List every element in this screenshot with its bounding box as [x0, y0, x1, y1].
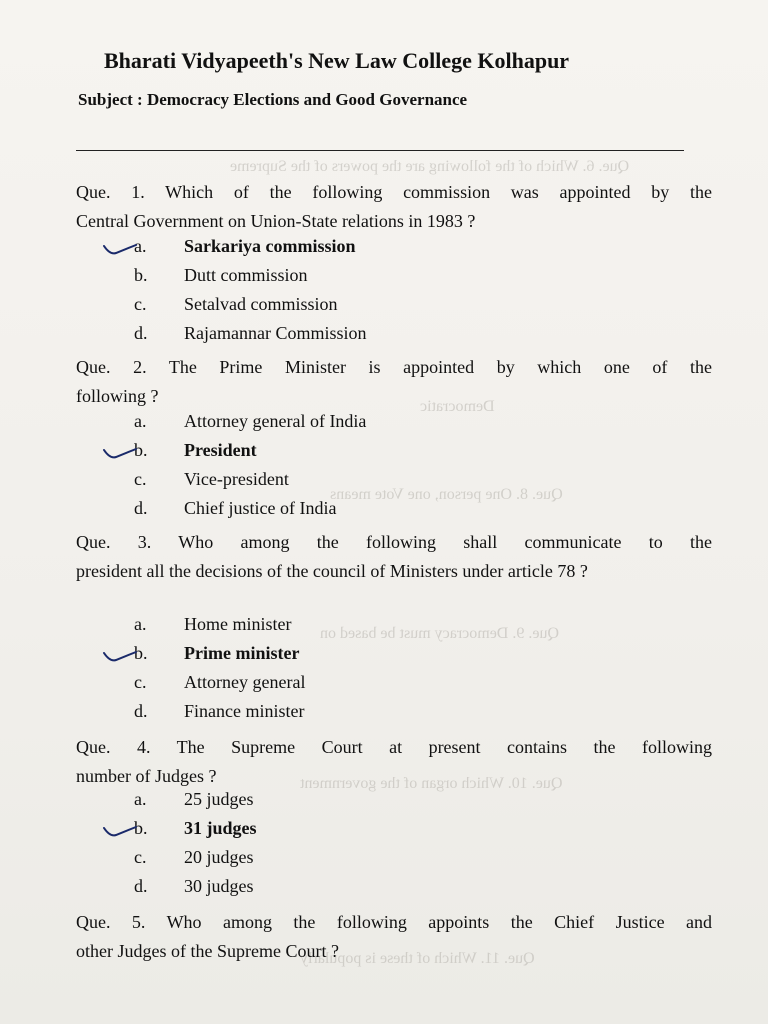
question-text-continued: following ? [76, 386, 159, 406]
bleed-through-text: Que. 11. Which of these is popularly [300, 950, 535, 967]
option-letter: b. [134, 643, 148, 663]
pen-tick-mark-icon [102, 446, 140, 460]
question-first-line [76, 528, 712, 557]
option-letter: c. [134, 847, 147, 867]
option-letter: d. [134, 498, 148, 518]
option-text: Chief justice of India [184, 498, 337, 518]
option-text: Finance minister [184, 701, 305, 721]
question-text-line: Who among the following shall communicate to the [178, 532, 712, 552]
option-letter: c. [134, 672, 147, 692]
pen-tick-mark-icon [102, 242, 140, 256]
option-text: Attorney general [184, 672, 306, 692]
option-letter: c. [134, 469, 147, 489]
question-text-line: Which of the following commission was appointed by the [165, 182, 712, 202]
question-number: Que. 3. [76, 532, 152, 552]
question-text-continued: president all the decisions of the council of Ministers under article 78 ? [76, 561, 588, 581]
question-text-continued: number of Judges ? [76, 766, 217, 786]
option-text: Setalvad commission [184, 294, 338, 314]
question-first-line [76, 178, 712, 207]
subject-line: Subject : Democracy Elections and Good Governance [78, 90, 468, 109]
option-text: 25 judges [184, 789, 254, 809]
option-text: Home minister [184, 614, 292, 634]
question-text [76, 733, 712, 791]
question-number: Que. 2. [76, 357, 147, 377]
question-first-line [76, 908, 712, 937]
question-number: Que. 1. [76, 182, 145, 202]
question-text [76, 353, 712, 411]
option-letter: a. [134, 411, 147, 431]
question-text [76, 178, 712, 236]
question-first-line [76, 353, 712, 382]
option-text: 20 judges [184, 847, 254, 867]
college-title: Bharati Vidyapeeth's New Law College Kolhapur [104, 48, 570, 73]
bleed-through-text: Democratic [420, 398, 495, 415]
option-letter: b. [134, 818, 148, 838]
bleed-through-text: Que. 6. Which of the following are the powers of the Supreme [230, 158, 630, 175]
option-letter: c. [134, 294, 147, 314]
question-text [76, 528, 712, 586]
option-text: Vice-president [184, 469, 289, 489]
option-text: Dutt commission [184, 265, 308, 285]
option-letter: a. [134, 789, 147, 809]
option-letter: d. [134, 876, 148, 896]
option-text: Attorney general of India [184, 411, 367, 431]
question-text [76, 908, 712, 966]
option-text: 31 judges [184, 818, 257, 838]
option-text: Prime minister [184, 643, 300, 663]
option-letter: a. [134, 236, 147, 256]
option-text: Sarkariya commission [184, 236, 356, 256]
question-first-line [76, 733, 712, 762]
bleed-through-text: Que. 9. Democracy must be based on [320, 625, 560, 642]
question-text-line: The Prime Minister is appointed by which one of the [168, 357, 712, 377]
option-letter: a. [134, 614, 147, 634]
pen-tick-mark-icon [102, 649, 140, 663]
option-text: Rajamannar Commission [184, 323, 367, 343]
pen-tick-mark-icon [102, 824, 140, 838]
option-letter: b. [134, 265, 148, 285]
option-text: President [184, 440, 257, 460]
option-letter: d. [134, 701, 148, 721]
question-text-continued: other Judges of the Supreme Court ? [76, 941, 339, 961]
header-divider [76, 150, 684, 151]
bleed-through-text: Que. 8. One person, one Vote means [330, 486, 563, 503]
question-text-line: Who among the following appoints the Chief Justice and [166, 912, 712, 932]
question-text-line: The Supreme Court at present contains the following [176, 737, 712, 757]
option-text: 30 judges [184, 876, 254, 896]
question-number: Que. 4. [76, 737, 151, 757]
question-number: Que. 5. [76, 912, 146, 932]
bleed-through-text: Que. 10. Which organ of the government [300, 775, 563, 792]
option-letter: b. [134, 440, 148, 460]
question-text-continued: Central Government on Union-State relations in 1983 ? [76, 211, 476, 231]
option-letter: d. [134, 323, 148, 343]
